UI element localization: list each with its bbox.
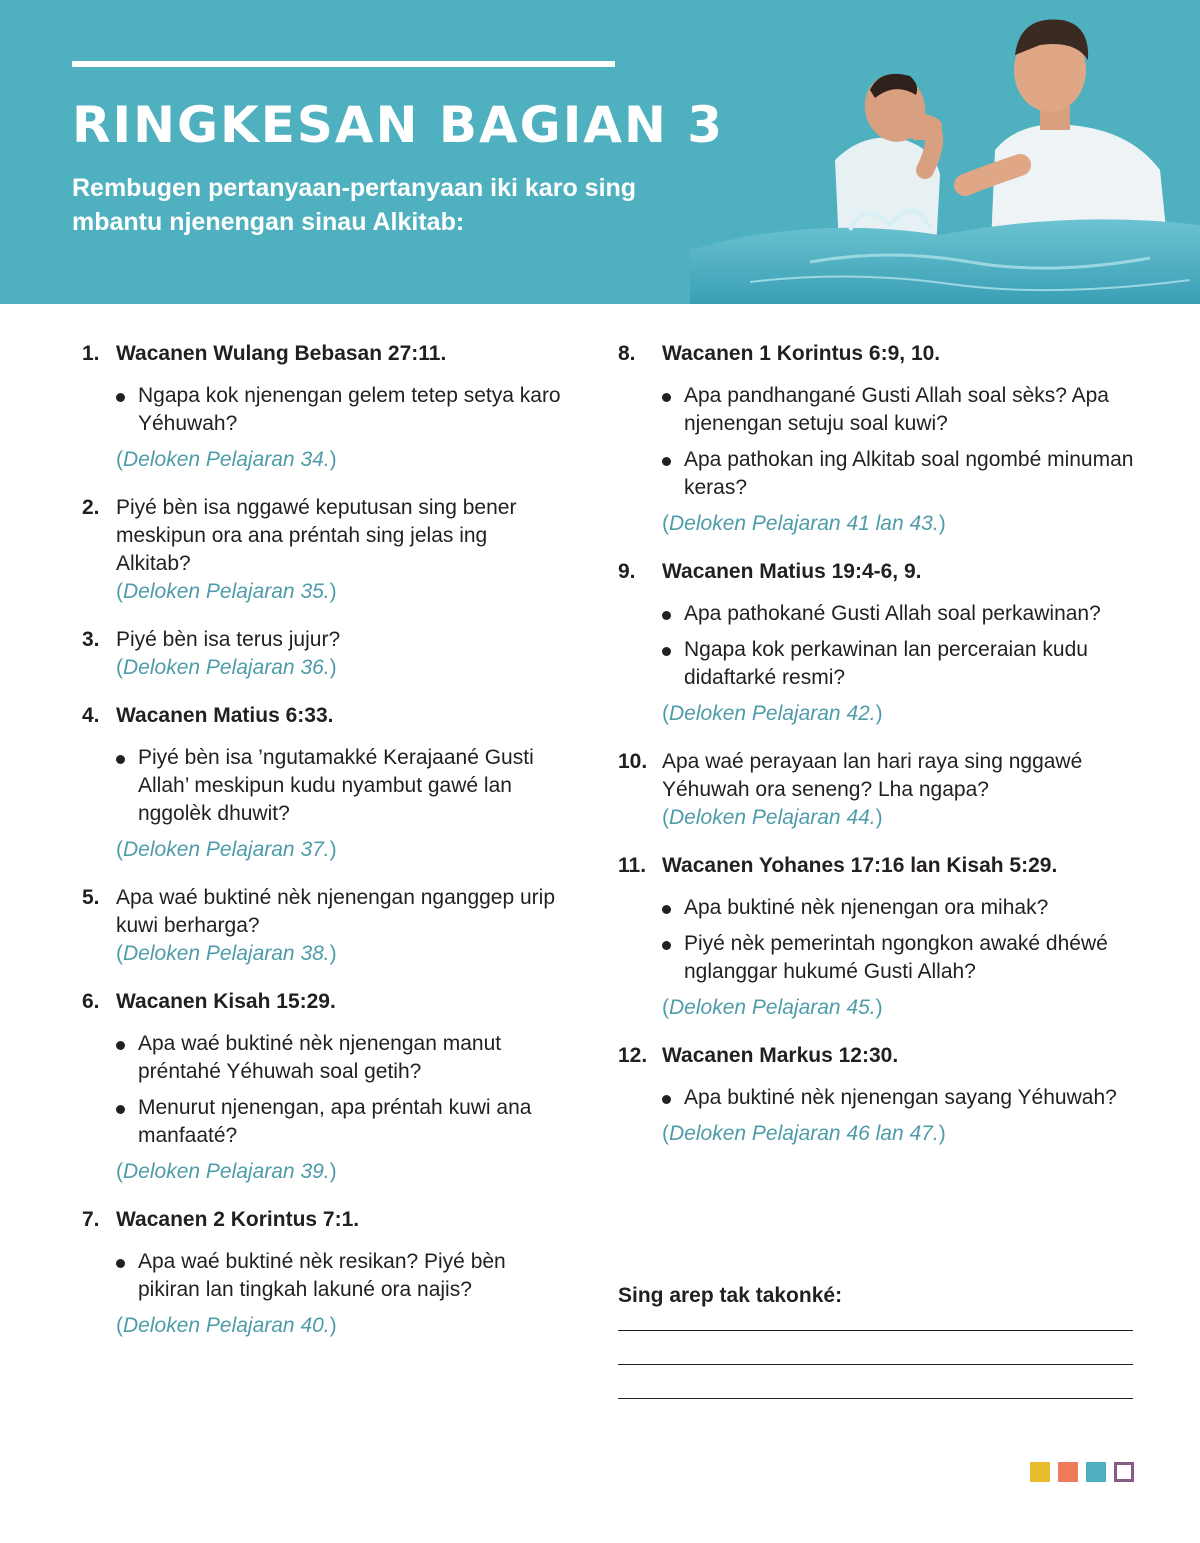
bullet-text: Apa waé buktiné nèk njenengan manut préntahé Yéhuwah soal getih?	[138, 1032, 502, 1083]
ref-text: Deloken Pelajaran 40.	[123, 1314, 330, 1337]
bullet-icon	[116, 393, 125, 402]
question-number: 10.	[618, 750, 648, 773]
question-heading: Wacanen Yohanes 17:16 lan Kisah 5:29.	[662, 854, 1058, 877]
question-heading: Wacanen Kisah 15:29.	[116, 990, 336, 1013]
question-item	[82, 1206, 562, 1340]
question-bullet	[138, 1030, 562, 1086]
question-item	[618, 558, 1138, 728]
lesson-reference	[116, 836, 562, 864]
header-banner	[0, 0, 1200, 304]
question-bullets	[116, 1248, 562, 1304]
ref-open-paren: (	[116, 580, 123, 603]
page-subtitle: Rembugen pertanyaan-pertanyaan iki karo sing mbantu njenengan sinau Alkitab:	[72, 174, 637, 236]
question-number: 12.	[618, 1044, 648, 1067]
ref-close-paren: )	[329, 838, 337, 861]
ref-close-paren: )	[329, 656, 337, 679]
ref-text: Deloken Pelajaran 36.	[123, 656, 330, 679]
question-heading: Piyé bèn isa nggawé keputusan sing bener meskipun ora ana préntah sing jelas ing Alkitab?	[116, 496, 517, 575]
bullet-icon	[662, 611, 671, 620]
question-heading: Piyé bèn isa terus jujur?	[116, 628, 341, 651]
bullet-icon	[662, 1095, 671, 1104]
bullet-text: Apa waé buktiné nèk resikan? Piyé bèn pikiran lan tingkah lakuné ora najis?	[138, 1250, 506, 1301]
lesson-reference	[662, 510, 1138, 538]
question-bullet	[684, 382, 1138, 438]
ref-open-paren: (	[116, 1160, 123, 1183]
ref-text: Deloken Pelajaran 45.	[669, 996, 876, 1019]
lesson-reference	[116, 940, 562, 968]
ref-close-paren: )	[875, 996, 883, 1019]
header-rule	[72, 61, 615, 67]
bullet-icon	[662, 393, 671, 402]
notes-line	[618, 1330, 1133, 1331]
lesson-reference	[662, 1120, 1138, 1148]
question-number: 3.	[82, 628, 100, 651]
questions-column-left	[82, 340, 562, 1360]
ref-open-paren: (	[662, 996, 669, 1019]
question-bullet	[684, 600, 1138, 628]
question-bullets	[116, 382, 562, 438]
bullet-icon	[116, 755, 125, 764]
question-number: 5.	[82, 886, 100, 909]
question-number: 2.	[82, 496, 100, 519]
lesson-reference	[662, 700, 1138, 728]
baptism-illustration	[690, 0, 1200, 304]
question-bullet	[684, 930, 1138, 986]
question-heading: Wacanen Matius 19:4-6, 9.	[662, 560, 922, 583]
lesson-reference	[662, 994, 1138, 1022]
ref-close-paren: )	[329, 580, 337, 603]
ref-close-paren: )	[875, 806, 883, 829]
question-bullet	[138, 1248, 562, 1304]
bullet-icon	[116, 1259, 125, 1268]
ref-text: Deloken Pelajaran 34.	[123, 448, 330, 471]
bullet-text: Ngapa kok perkawinan lan perceraian kudu didaftarké resmi?	[684, 638, 1088, 689]
ref-close-paren: )	[329, 1314, 337, 1337]
question-item	[82, 494, 562, 606]
question-bullet	[684, 636, 1138, 692]
questions-column-right	[618, 340, 1138, 1168]
ref-close-paren: )	[329, 448, 337, 471]
ref-open-paren: (	[116, 838, 123, 861]
question-item	[82, 340, 562, 474]
question-bullet	[684, 446, 1138, 502]
question-number: 1.	[82, 342, 100, 365]
notes-label: Sing arep tak takonké:	[618, 1284, 843, 1307]
ref-text: Deloken Pelajaran 39.	[123, 1160, 330, 1183]
ref-text: Deloken Pelajaran 46 lan 47.	[669, 1122, 939, 1145]
question-number: 4.	[82, 704, 100, 727]
question-number: 9.	[618, 560, 636, 583]
ref-text: Deloken Pelajaran 41 lan 43.	[669, 512, 939, 535]
question-number: 8.	[618, 342, 636, 365]
question-heading: Wacanen 1 Korintus 6:9, 10.	[662, 342, 941, 365]
question-item	[618, 340, 1138, 538]
bullet-icon	[662, 941, 671, 950]
ref-open-paren: (	[116, 448, 123, 471]
ref-open-paren: (	[662, 702, 669, 725]
ref-close-paren: )	[329, 942, 337, 965]
lesson-reference	[116, 578, 562, 606]
ref-close-paren: )	[329, 1160, 337, 1183]
bullet-icon	[662, 457, 671, 466]
ref-text: Deloken Pelajaran 42.	[669, 702, 876, 725]
notes-line	[618, 1398, 1133, 1399]
question-item	[618, 748, 1138, 832]
bullet-icon	[662, 905, 671, 914]
question-bullet	[138, 1094, 562, 1150]
ref-open-paren: (	[116, 656, 123, 679]
question-item	[82, 988, 562, 1186]
ref-text: Deloken Pelajaran 44.	[669, 806, 876, 829]
bullet-icon	[116, 1041, 125, 1050]
question-number: 7.	[82, 1208, 100, 1231]
question-item	[618, 1042, 1138, 1148]
question-item	[82, 626, 562, 682]
lesson-reference	[116, 446, 562, 474]
color-squares	[1030, 1462, 1134, 1482]
question-item	[618, 852, 1138, 1022]
question-bullets	[116, 744, 562, 828]
color-square	[1114, 1462, 1134, 1482]
bullet-text: Apa pandhangané Gusti Allah soal sèks? Apa njenengan setuju soal kuwi?	[684, 384, 1109, 435]
question-bullet	[684, 894, 1138, 922]
lesson-reference	[116, 1312, 562, 1340]
ref-open-paren: (	[662, 806, 669, 829]
question-item	[82, 702, 562, 864]
color-square	[1030, 1462, 1050, 1482]
question-bullets	[662, 894, 1138, 986]
question-heading: Wacanen Markus 12:30.	[662, 1044, 899, 1067]
question-bullet	[138, 382, 562, 438]
question-number: 11.	[618, 854, 647, 877]
page-title: RINGKESAN BAGIAN 3	[72, 96, 725, 154]
ref-open-paren: (	[662, 1122, 669, 1145]
question-heading: Apa waé buktiné nèk njenengan nganggep urip kuwi berharga?	[116, 886, 556, 937]
lesson-reference	[116, 1158, 562, 1186]
question-heading: Wacanen 2 Korintus 7:1.	[116, 1208, 360, 1231]
question-heading: Wacanen Wulang Bebasan 27:11.	[116, 342, 447, 365]
bullet-text: Piyé nèk pemerintah ngongkon awaké dhéwé nglanggar hukumé Gusti Allah?	[684, 932, 1108, 983]
bullet-text: Apa pathokan ing Alkitab soal ngombé minuman keras?	[684, 448, 1134, 499]
bullet-text: Piyé bèn isa ’ngutamakké Kerajaané Gusti Allah’ meskipun kudu nyambut gawé lan nggolèk dhuwit?	[138, 746, 534, 825]
ref-text: Deloken Pelajaran 37.	[123, 838, 330, 861]
bullet-text: Apa pathokané Gusti Allah soal perkawinan?	[684, 602, 1101, 625]
question-bullets	[116, 1030, 562, 1150]
bullet-text: Menurut njenengan, apa préntah kuwi ana manfaaté?	[138, 1096, 532, 1147]
lesson-reference	[116, 654, 562, 682]
question-number: 6.	[82, 990, 100, 1013]
question-heading: Wacanen Matius 6:33.	[116, 704, 334, 727]
question-bullets	[662, 382, 1138, 502]
color-square	[1086, 1462, 1106, 1482]
bullet-icon	[662, 647, 671, 656]
question-bullets	[662, 600, 1138, 692]
question-heading: Apa waé perayaan lan hari raya sing nggawé Yéhuwah ora seneng? Lha ngapa?	[662, 750, 1083, 801]
notes-line	[618, 1364, 1133, 1365]
bullet-text: Apa buktiné nèk njenengan ora mihak?	[684, 896, 1049, 919]
ref-open-paren: (	[662, 512, 669, 535]
ref-text: Deloken Pelajaran 38.	[123, 942, 330, 965]
ref-close-paren: )	[875, 702, 883, 725]
ref-close-paren: )	[938, 1122, 946, 1145]
bullet-text: Ngapa kok njenengan gelem tetep setya karo Yéhuwah?	[138, 384, 561, 435]
question-bullet	[684, 1084, 1138, 1112]
ref-open-paren: (	[116, 1314, 123, 1337]
question-bullets	[662, 1084, 1138, 1112]
lesson-reference	[662, 804, 1138, 832]
ref-text: Deloken Pelajaran 35.	[123, 580, 330, 603]
question-item	[82, 884, 562, 968]
ref-close-paren: )	[938, 512, 946, 535]
color-square	[1058, 1462, 1078, 1482]
bullet-icon	[116, 1105, 125, 1114]
notes-section	[618, 1282, 1133, 1432]
question-bullet	[138, 744, 562, 828]
bullet-text: Apa buktiné nèk njenengan sayang Yéhuwah?	[684, 1086, 1117, 1109]
ref-open-paren: (	[116, 942, 123, 965]
